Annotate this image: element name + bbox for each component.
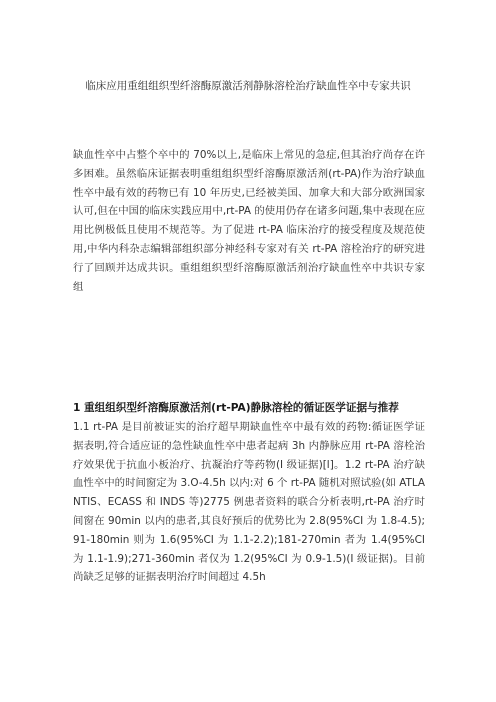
section-body-paragraph: 1.1 rt-PA 是目前被证实的治疗超早期缺血性卒中最有效的药物:循证医学证据表明,符合适应证的急性缺血性卒中患者起病 3h 内静脉应用 rt-PA 溶栓治疗效果优于抗血小板治疗、抗凝治疗等药物(I 级证据)[l]。1.2 rt-PA 治疗缺血性卒中的时间窗定为 3.O-4.5h 以内:对 6 个 rt-PA 随机对照试验(如 ATLANTIS、ECASS 和 INDS 等)2775 例患者资料的联合分析表明,rt-PA 治疗时间窗在 90min 以内的患者,其良好预后的优势比为 2.8(95%CI 为 1.8-4.5);91-180min 则为 1.6(95%CI 为 1.1-2.2);181-270min 者为 1.4(95%CI 为 1.1-1.9);271-360min 者仅为 1.2(95%CI 为 0.9-1.5)(I 级证据)。目前尚缺乏足够的证据表明治疗时间超过 4.5h — [73, 421, 425, 584]
document-title: 临床应用重组组织型纤溶酶原激活剂静脉溶栓治疗缺血性卒中专家共识 — [85, 80, 411, 92]
section-heading: 1 重组组织型纤溶酶原激活剂(rt-PA)静脉溶栓的循证医学证据与推荐 — [73, 402, 399, 414]
intro-paragraph: 缺血性卒中占整个卒中的 70%以上,是临床上常见的急症,但其治疗尚存在许多困难。虽然临床证据表明重组组织型纤溶酶原激活剂(rt-PA)作为治疗缺血性卒中最有效的药物已有 10 年历史,已经被美国、加拿大和大部分欧洲国家认可,但在中国的临床实践应用中,rt-PA 的使用仍存在诸多问题,集中表现在应用比例极低且使用不规范等。为了促进 rt-PA 临床治疗的接受程度及规范使用,中华内科杂志编辑部组织部分神经科专家对有关 rt-PA 溶栓治疗的研究进行了回顾并达成共识。重组组织型纤溶酶原激活剂治疗缺血性卒中共识专家组 — [73, 149, 425, 293]
